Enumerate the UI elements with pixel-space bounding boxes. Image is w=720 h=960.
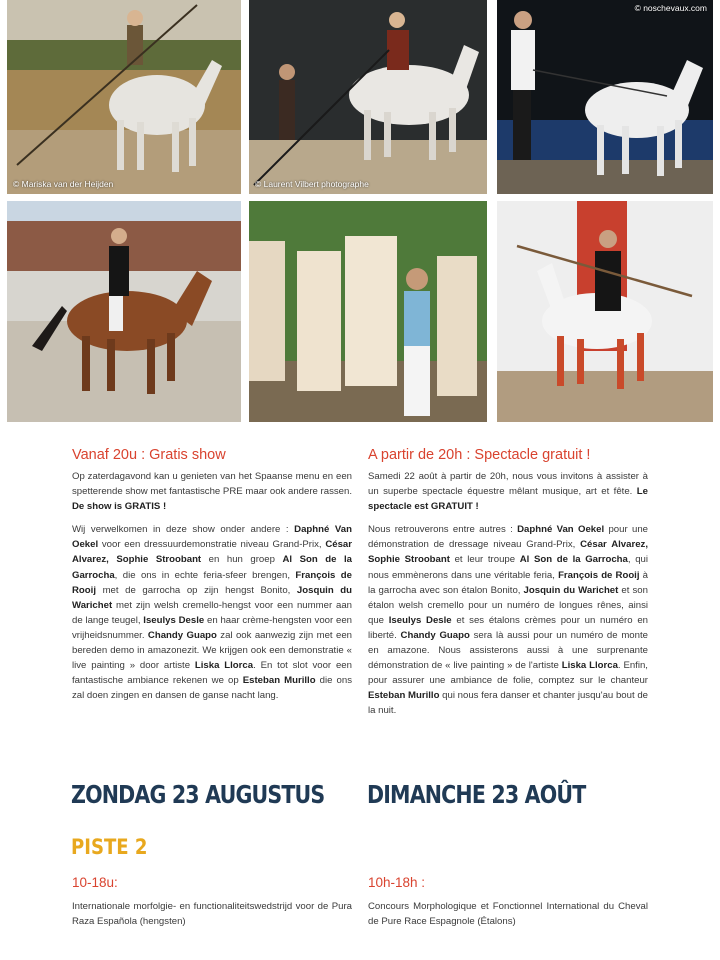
photo-credit: © noschevaux.com bbox=[634, 3, 707, 13]
piste-label: PISTE 2 bbox=[71, 835, 148, 859]
performer-name: Daphné Van Oekel bbox=[72, 524, 352, 551]
photo-long-rein bbox=[497, 0, 713, 194]
body-text: met de garrocha op zijn hengst Bonito, bbox=[95, 584, 297, 596]
body-text: met zijn welsh cremello-hengst voor een nummer aan de lange teugel, bbox=[72, 599, 352, 626]
body-text: sera là aussi pour un numéro de monte en amazone. Nous assisterons aussi à une surprenante démonstration de « live painting » de l'artiste bbox=[368, 629, 648, 672]
body-text: et leur troupe bbox=[449, 554, 520, 566]
photo-credit: © Laurent Vilbert photographe bbox=[255, 179, 369, 189]
performer-name: Chandy Guapo bbox=[147, 629, 217, 641]
event-description-dutch: Internationale morfolgie- en functionaliteitswedstrijd voor de Pura Raza Española (hengsten) bbox=[72, 901, 352, 927]
body-text: Wij verwelkomen in deze show onder andere : bbox=[72, 524, 295, 536]
body-text: die ons zal doen zingen en dansen de ganse nacht lang. bbox=[72, 675, 352, 702]
photo-garrocha-arena bbox=[497, 201, 713, 422]
body-text: en hun groep bbox=[201, 554, 283, 566]
photo-cream-stallions bbox=[249, 201, 487, 422]
body-text: et son étalon welsh cremello pour un numéro de longues rênes, ainsi que bbox=[368, 584, 648, 626]
section-heading: Vanaf 20u : Gratis show bbox=[72, 447, 226, 463]
photo-garrocha-rider bbox=[7, 0, 241, 194]
performer-name: César Alvarez, Sophie Stroobant bbox=[72, 539, 352, 566]
body-text: . Enfin, pour assurer une ambiance de folie, comptez sur le chanteur bbox=[368, 660, 648, 687]
body-text: qui nous fera danser et chanter jusqu'au bout de la nuit. bbox=[368, 690, 648, 717]
performer-name: Daphné Van Oekel bbox=[517, 524, 605, 536]
body-text: en haar crème-hengsten voor een vrijheidsnummer. bbox=[72, 614, 352, 641]
performer-name: Chandy Guapo bbox=[400, 629, 470, 641]
body-paragraph bbox=[72, 522, 352, 703]
photo-liberty-dancer bbox=[249, 0, 487, 194]
day-heading-dutch: ZONDAG 23 AUGUSTUS bbox=[71, 780, 325, 809]
event-description-french: Concours Morphologique et Fonctionnel International du Cheval de Pure Race Espagnole (Étalons) bbox=[368, 901, 648, 927]
performer-name: Liska Llorca bbox=[561, 660, 618, 672]
performer-name: Liska Llorca bbox=[194, 660, 254, 672]
body-text: , qui nous emmènerons dans une véritable feria, bbox=[368, 554, 649, 581]
time-french: 10h-18h : bbox=[368, 875, 426, 890]
body-text: Nous retrouverons entre autres : bbox=[368, 524, 518, 536]
intro-paragraph: Samedi 22 août à partir de 20h, nous vous invitons à assister à un superbe spectacle équestre mêlant musique, art et fête. Le spectacle est GRATUIT ! bbox=[368, 471, 648, 513]
performer-name: Esteban Murillo bbox=[242, 675, 316, 687]
performer-name: Josquin du Warichet bbox=[72, 584, 353, 611]
photo-dressage-rider bbox=[7, 201, 241, 422]
performer-name: Al Son de la Garrocha bbox=[519, 554, 628, 566]
body-text: à la garrocha avec son étalon Bonito, bbox=[368, 569, 648, 596]
body-text: voor een dressuurdemonstratie niveau Grand-Prix, bbox=[98, 539, 326, 551]
body-text: zal ook aanwezig zijn met een bereden demo in amazonezit. We krijgen ook een demonstratie « live painting » door artiste bbox=[72, 629, 352, 672]
body-text: , die ons in echte feria-sfeer brengen, bbox=[114, 569, 296, 581]
day-heading-french: DIMANCHE 23 AOÛT bbox=[367, 780, 586, 809]
column-french bbox=[368, 446, 648, 727]
time-dutch: 10-18u: bbox=[72, 875, 118, 890]
body-text: pour une démonstration de dressage niveau Grand-Prix, bbox=[368, 524, 649, 551]
column-dutch bbox=[72, 446, 352, 711]
performer-name: François de Rooij bbox=[558, 569, 640, 581]
body-paragraph bbox=[368, 522, 648, 718]
performer-name: Al Son de la Garrocha bbox=[72, 554, 352, 581]
performer-name: Iseulys Desle bbox=[143, 614, 205, 626]
photo-credit: © Mariska van der Heijden bbox=[13, 179, 114, 189]
body-text: et ses étalons crèmes pour un numéro en liberté. bbox=[368, 614, 648, 641]
intro-paragraph: Op zaterdagavond kan u genieten van het Spaanse menu en een spetterende show met fantastische PRE maar ook andere rassen. De show is GRATIS ! bbox=[72, 471, 352, 513]
performer-name: Esteban Murillo bbox=[368, 690, 440, 702]
performer-name: César Alvarez, Sophie Stroobant bbox=[368, 539, 649, 566]
performer-name: Iseulys Desle bbox=[388, 614, 452, 626]
performer-name: Josquin du Warichet bbox=[523, 584, 619, 596]
section-heading: A partir de 20h : Spectacle gratuit ! bbox=[368, 447, 591, 463]
performer-name: François de Rooij bbox=[72, 569, 352, 596]
body-text: . En tot slot voor een fantastische ambiance rekenen we op bbox=[72, 660, 352, 687]
